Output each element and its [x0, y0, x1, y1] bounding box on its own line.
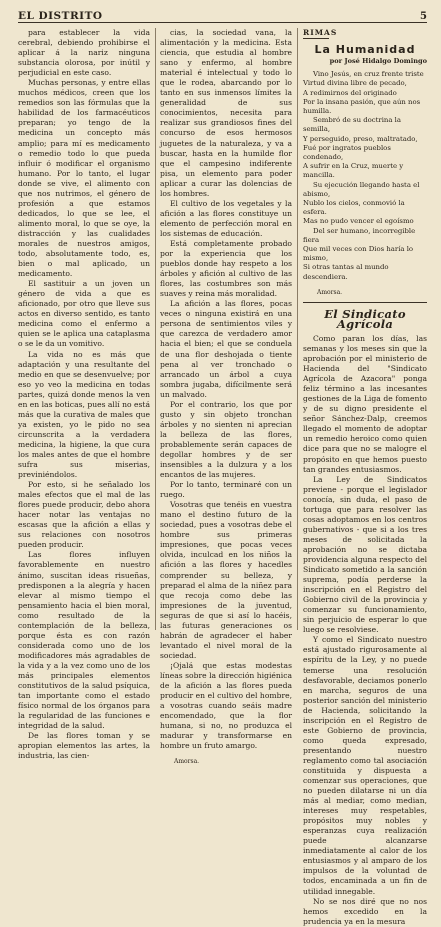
paragraph: De las flores toman y se apropian elementos las artes, la industria, las cien- — [18, 731, 150, 761]
article-title: El Sindicato Agrícola — [324, 306, 406, 331]
column-right — [303, 28, 427, 926]
poem-line: Fué por ingratos pueblos condenado, — [303, 143, 391, 161]
column-left — [18, 28, 150, 761]
poem-line: Que mil veces con Dios haría lo mismo, — [303, 245, 414, 263]
poem-author: por José Hidalgo Domingo — [329, 57, 427, 66]
poem-line: Vino Jesús, en cruz frente triste — [313, 70, 424, 79]
paragraph: cias, la sociedad vana, la alimentación y la medicina. Esta ciencia, que estudia al hombre sano y enfermo, al hombre material é intelectual y todo lo que le rodea, abarcando por lo tanto en sus inmensos límites la generalidad de sus conocimientos, necesita para realizar sus grandiosos fines del concurso de esos hermosos juguetes de la naturaleza, y va a buscar, hasta en la humilde flor que el campesino indiferente pisa, un elemento para poder aplicar a curar las dolencias de los hombres. — [160, 28, 292, 198]
page-header — [18, 6, 427, 23]
page-number: 5 — [420, 11, 427, 22]
paragraph: El cultivo de los vegetales y la afición a las flores constituye un elemento de perfección moral en los sistemas de educación. — [160, 198, 292, 238]
section-label: RIMAS — [303, 28, 329, 39]
column-rule — [155, 28, 156, 630]
poem-line: Del ser humano, incorregible fiera — [303, 226, 416, 244]
poem-line: A redimirnos del originado — [303, 88, 397, 97]
column-rule — [297, 28, 298, 630]
paragraph: Está completamente probado por la experiencia que los pueblos donde hay respeto a los árboles y afición al cultivo de las flores, las costumbres son más suaves y reina más moralidad. — [160, 238, 292, 299]
poem-line: Virtud divina libre de pecado, — [303, 79, 407, 88]
paragraph: El sastituir a un joven un género de vida a que es aficionado, por otro que lleve sus actos en diverso sentido, es tanto medicina como el enfermo a quien se le aplica una cataplasma o se le da un vomitivo. — [18, 279, 150, 349]
poem-line: Mas no pudo vencer el egoísmo — [303, 217, 414, 226]
paragraph: No se nos diré que no nos hemos excedido en la prudencia ya en la mesura — [303, 896, 427, 926]
paragraph: para establecer la vida cerebral, debiendo prohibirse el aplicar á la nariz ninguna substancia olorosa, por inútil y perjudicial en este caso. — [18, 28, 150, 78]
poem-line: Y perseguido, preso, maltratado, — [303, 134, 418, 143]
paragraph: Por esto, si he señalado los males efectos que el mal de las flores puede producir, debo ahora hacer notar las ventajas no escasas que la afición a ellas y sus relaciones con nosotros pueden producir. — [18, 480, 150, 550]
paragraph: Vosotras que tenéis en vuestra mano el destino futuro de la sociedad, pues a vosotras debe el hombre sus primeras impresiones, que pocas veces olvida, inculcad en los niños la afición a las flores y hacedles comprender su belleza, y preparad el alma de la niñez para que recoja como debe las impresiones de la juventud, seguras de que si así lo hacéis, las futuras generaciones os habrán de agradecer el haber levantado el nivel moral de la sociedad. — [160, 500, 292, 660]
poem-line: Nublo los cielos, conmovió la esfera. — [303, 198, 405, 217]
poem-line: Su ejecución llegando hasta el abismo, — [303, 180, 420, 198]
poem-body — [303, 70, 427, 282]
paragraph: Por el contrario, los que por gusto y sin objeto tronchan árboles y no sienten ni aprecian la belleza de las flores, probablemente serán capaces de degollar hombres y de ser insensibles a la dulzura y a los encantos de las mujeres. — [160, 399, 292, 480]
poem-signature: Amorsa. — [317, 288, 343, 296]
publication-title: EL DISTRITO — [18, 10, 103, 22]
paragraph: La vida no es más que adaptación y una resultante del medio en que se desenvuelve; por eso yo veo la medicina en todas partes, quizá donde menos la ven en en las boticas, pues allí no está más que la curativa de males que ya existen, yo le pido no sea circunscrita a la verdadera medicina, la higiene, la que cura los males antes de que el hombre sufra sus miserias, previniéndolos. — [18, 349, 150, 480]
paragraph: La afición a las flores, pocas veces o ninguna existirá en una persona de sentimientos viles y que carezca de verdadero amor hacia el bien; el que se conduela de una flor deshojada o tiente pena al ver tronchado o arrancado un árbol a cuya sombra jugaba, difícilmente será un malvado. — [160, 299, 292, 399]
paragraph: Por lo tanto, terminaré con un ruego. — [160, 480, 292, 500]
paragraph: Como paran los días, las semanas y los meses sin que la aprobación por el ministerio de Hacienda del "Sindicato Agrícola de Azacora" ponga feliz término a las incesantes gestiones de la Liga de fomento y de su digno presidente el señor Sánchez-Dalp, creemos llegado el momento de adoptar un remedio heroico como quien dice para que no se malogre el propósito en que hemos puesto tan grandes entusiasmos. — [303, 333, 427, 474]
paragraph: ¡Ojalá que estas modestas líneas sobre la dirección higiénica de la afición a las flores pueda producir en el cultivo del hombre, a vosotras cuando seáis madre encomendado, que la flor humana, si no, no produzca el madurar y transformarse en hombre un fruto amargo. — [160, 660, 292, 751]
paragraph: Y como el Sindicato nuestro está ajustado rigurosamente al espíritu de la Ley, y no puede temerse una resolución desfavorable, deciamos ponerlo en marcha, seguros de una posterior sanción del ministerio de Hacienda, solicitando la inscripción en el Registro de este Gobierno de provincia, como queda expresado, presentando nuestro reglamento como tal asociación constituida y dispuesta a comenzar sus operaciones, que no pueden dilatarse ni un día más al mediar, como median, intereses muy respetables, propósitos muy nobles y esperanzas cuya realización puede alcanzarse inmediatamente al calor de los entusiasmos y al amparo de los impulsos de la voluntad de todos, encaminada a un fin de utilidad innegable. — [303, 635, 427, 896]
paragraph: La Ley de Sindicatos previene - porque el legislador conocía, sin duda, el paso de tortuga que para resolver las cosas adoptamos en los centros gubernativos - que si a los tres meses de solicitada la aprobación no se dictaba providencia alguna respecto del Sindicato sometido a la sanción suprema, podía perderse la inscripción en el Registro del Gobierno civil de la provincia y comenzar su funcionamiento, sin perjuicio de esperar lo que luego se resolviese. — [303, 474, 427, 635]
section-divider — [303, 302, 427, 303]
paragraph: Muchas personas, y entre ellas muchos médicos, creen que los remedios son las fórmulas que la habilidad de los farmacéuticos preparan; yo tengo de la medicina un concepto más amplio; para mí es medicamento o remedio todo lo que pueda influir ó modificar el organismo humano. Por lo tanto, el lugar donde se vive, el alimento con que nos nutrimos, el género de profesión a que estamos dedicados, lo que se lee, el alimento moral, lo que se oye, la distracción y las cualidades morales de nuestros amigos, todo, absolutamente todo, es, bien o mal aplicado, un medicamento. — [18, 78, 150, 279]
poem-title: La Humanidad — [314, 43, 416, 57]
poem-line: Si otras tantas al mundo descendiera. — [303, 263, 389, 281]
poem-line: Por la insana pasión, que aún nos humilla. — [303, 97, 421, 115]
poem-line: Sembró de su doctrina la semilla, — [303, 116, 401, 134]
article-signature: Amorsa. — [174, 758, 200, 766]
column-middle — [160, 28, 292, 766]
poem-line: A sufrir en la Cruz, muerte y mancilla. — [303, 162, 404, 180]
paragraph: Las flores influyen favorablemente en nuestro ánimo, suscitan ideas risueñas, predisponen a la alegría y hacen elevar al mismo tiempo el pensamiento hacia el bien moral, como resultado de la contemplación de la belleza, porque ésta es con razón considerada como uno de los modificadores más agradables de la vida y a la vez como uno de los más principales elementos constitutivos de la salud psíquica, tan importante como el estado físico normal de los órganos para la regularidad de las funciones e integridad de la salud. — [18, 550, 150, 731]
